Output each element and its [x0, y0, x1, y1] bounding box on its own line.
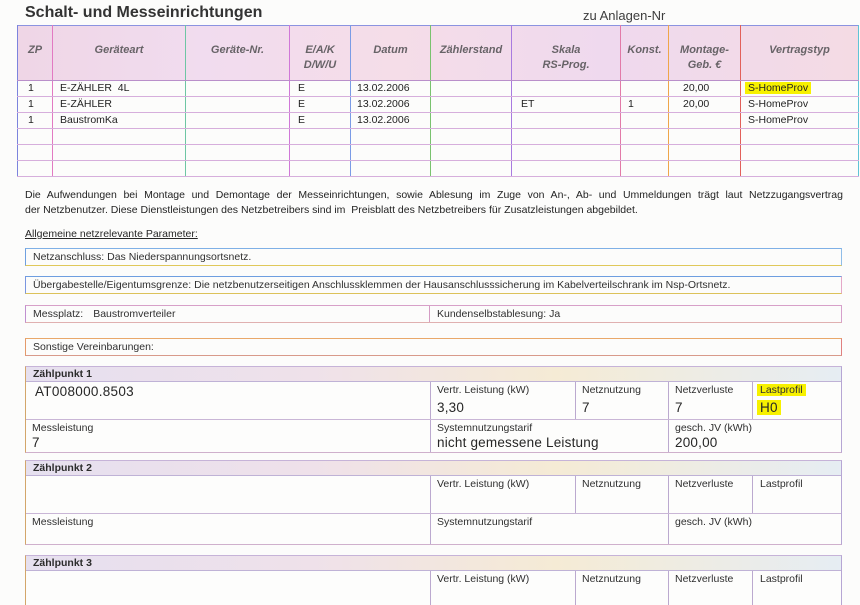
- vertragstyp-highlighted: S-HomeProv: [745, 82, 811, 94]
- systemnutzungstarif-label: Systemnutzungstarif: [437, 422, 533, 434]
- empty-cell: [18, 161, 53, 177]
- cell-vertragstyp: S-HomeProv: [741, 97, 859, 113]
- zaehlpunkt-title: Zählpunkt 2: [26, 461, 841, 476]
- empty-cell: [431, 145, 512, 161]
- empty-cell: [669, 129, 741, 145]
- netznutzung-cell: [576, 476, 669, 513]
- empty-cell: [669, 145, 741, 161]
- netzanschluss-label: Netzanschluss:: [33, 251, 105, 263]
- cell-skala: ET: [512, 97, 621, 113]
- empty-cell: [53, 145, 186, 161]
- cell-geraeteart: E-ZÄHLER 4L: [53, 81, 186, 97]
- header-skala-line1: Skala: [551, 44, 581, 56]
- empty-cell: [741, 145, 859, 161]
- table-row: [18, 81, 859, 97]
- page-title: Schalt- und Messeinrichtungen: [25, 4, 263, 21]
- devices-table: [17, 25, 859, 177]
- empty-cell: [290, 145, 351, 161]
- cell-eakdwu: E: [290, 113, 351, 129]
- cell-geraete-nr: [186, 97, 290, 113]
- lastprofil-value: H0: [757, 400, 781, 415]
- empty-cell: [186, 161, 290, 177]
- cell-geraeteart: BaustromKa: [53, 113, 186, 129]
- zaehlpunkt-1: [25, 366, 842, 453]
- cell-geraete-nr: [186, 81, 290, 97]
- zaehlpunkt-id: AT008000.8503: [35, 384, 134, 399]
- netzverluste-cell: [669, 571, 753, 605]
- cost-notice: [25, 188, 843, 218]
- cell-zp: 1: [18, 81, 53, 97]
- empty-cell: [512, 145, 621, 161]
- vertr-leistung-label: Vertr. Leistung (kW): [437, 478, 530, 490]
- empty-cell: [621, 161, 669, 177]
- lastprofil-cell: [753, 571, 841, 605]
- systemnutzungstarif-label: Systemnutzungstarif: [437, 516, 533, 528]
- systemnutzungstarif-cell: [431, 420, 669, 452]
- empty-cell: [351, 145, 431, 161]
- netzanschluss-value: Das Niederspannungsortsnetz.: [107, 251, 252, 263]
- cell-zp: 1: [18, 97, 53, 113]
- vertr-leistung-value: 3,30: [437, 400, 465, 415]
- sonstige-vereinbarungen-label: Sonstige Vereinbarungen:: [33, 341, 154, 353]
- cell-zaehlerstand: [431, 97, 512, 113]
- empty-cell: [621, 129, 669, 145]
- lastprofil-cell: [753, 382, 841, 419]
- netzverluste-label: Netzverluste: [675, 384, 734, 396]
- cell-datum: 13.02.2006: [351, 97, 431, 113]
- zaehlpunkt-title: Zählpunkt 1: [26, 367, 841, 382]
- cell-konst: 1: [621, 97, 669, 113]
- cell-geraeteart: E-ZÄHLER: [53, 97, 186, 113]
- header-konst: Konst.: [621, 26, 669, 81]
- empty-cell: [290, 161, 351, 177]
- cell-vertragstyp: S-HomeProv: [741, 113, 859, 129]
- netznutzung-label: Netznutzung: [582, 478, 641, 490]
- anlagen-nr-label: zu Anlagen-Nr: [583, 8, 666, 23]
- table-row-empty: [18, 161, 859, 177]
- netzverluste-label: Netzverluste: [675, 478, 734, 490]
- cell-montage-geb: 20,00: [669, 97, 741, 113]
- kundenselbstablesung-value: Ja: [549, 308, 561, 320]
- header-skala: [512, 26, 621, 81]
- netznutzung-label: Netznutzung: [582, 573, 641, 585]
- vertr-leistung-cell: [431, 476, 576, 513]
- kundenselbstablesung-label: Kundenselbstablesung:: [437, 308, 547, 320]
- header-eakdwu-line1: E/A/K: [305, 44, 335, 56]
- cell-konst: [621, 113, 669, 129]
- table-row-empty: [18, 145, 859, 161]
- cell-datum: 13.02.2006: [351, 113, 431, 129]
- lastprofil-label-wrap: [757, 383, 841, 397]
- empty-cell: [186, 145, 290, 161]
- header-datum: Datum: [351, 26, 431, 81]
- uebergabestelle-label: Übergabestelle/Eigentumsgrenze:: [33, 279, 192, 291]
- header-montage-geb-line2: Geb. €: [687, 59, 722, 71]
- systemnutzungstarif-cell: [431, 514, 669, 544]
- empty-cell: [351, 161, 431, 177]
- empty-cell: [741, 129, 859, 145]
- cell-zaehlerstand: [431, 113, 512, 129]
- table-row: [18, 97, 859, 113]
- empty-cell: [53, 129, 186, 145]
- uebergabestelle-value: Die netzbenutzerseitigen Anschlussklemmen der Hausanschlusssicherung im Kabelverteilschrank im Nsp-Ortsnetz.: [194, 279, 731, 291]
- netznutzung-value: 7: [582, 400, 590, 415]
- cell-montage-geb: 20,00: [669, 81, 741, 97]
- zaehlpunkt-3: [25, 555, 842, 605]
- empty-cell: [351, 129, 431, 145]
- cell-geraete-nr: [186, 113, 290, 129]
- netznutzung-cell: [576, 571, 669, 605]
- zaehlpunkt-row-top: [26, 571, 841, 605]
- lastprofil-cell: [753, 476, 841, 513]
- cell-eakdwu: E: [290, 81, 351, 97]
- lastprofil-label: Lastprofil: [757, 384, 806, 396]
- systemnutzungstarif-value: nicht gemessene Leistung: [437, 435, 599, 450]
- netznutzung-label: Netznutzung: [582, 384, 641, 396]
- empty-cell: [290, 129, 351, 145]
- header-skala-line2: RS-Prog.: [542, 59, 590, 71]
- messleistung-label: Messleistung: [32, 422, 94, 434]
- zaehlpunkt-id-cell: [26, 382, 431, 419]
- cost-notice-line1: Die Aufwendungen bei Montage und Demontage der Messeinrichtungen, sowie Ablesung im Zuge von An-, Ab- und Ummeldungen trägt laut Netzzugangsvertrag: [25, 189, 843, 201]
- zaehlpunkt-row-top: [26, 382, 841, 420]
- cost-notice-line2: der Netzbenutzer. Diese Dienstleistungen des Netzbetreibers sind im Preisblatt des Netzbetreibers für Zusatzleistungen abgebildet.: [25, 204, 638, 216]
- empty-cell: [621, 145, 669, 161]
- header-eakdwu-line2: D/W/U: [303, 59, 337, 71]
- zaehlpunkt-2: [25, 460, 842, 545]
- cell-zaehlerstand: [431, 81, 512, 97]
- netznutzung-cell: [576, 382, 669, 419]
- messleistung-cell: [26, 420, 431, 452]
- header-montage-geb-line1: Montage-: [680, 44, 729, 56]
- messleistung-value: 7: [32, 435, 40, 450]
- cell-vertragstyp: [741, 81, 859, 97]
- header-eakdwu: [290, 26, 351, 81]
- header-zaehlerstand: Zählerstand: [431, 26, 512, 81]
- header-zp: ZP: [18, 26, 53, 81]
- header-geraete-nr: Geräte-Nr.: [186, 26, 290, 81]
- uebergabestelle-box: [25, 276, 842, 294]
- netzanschluss-box: [25, 248, 842, 266]
- cell-konst: [621, 81, 669, 97]
- header-montage-geb: [669, 26, 741, 81]
- gesch-jv-value: 200,00: [675, 435, 718, 450]
- gesch-jv-cell: [669, 420, 841, 452]
- params-heading: Allgemeine netzrelevante Parameter:: [25, 228, 198, 240]
- empty-cell: [53, 161, 186, 177]
- empty-cell: [741, 161, 859, 177]
- messplatz-box: [25, 305, 842, 323]
- table-row-empty: [18, 129, 859, 145]
- netzverluste-cell: [669, 382, 753, 419]
- cell-skala: [512, 113, 621, 129]
- empty-cell: [18, 129, 53, 145]
- messplatz-cell: [26, 306, 430, 322]
- lastprofil-label: Lastprofil: [760, 573, 803, 585]
- sonstige-vereinbarungen-box: [25, 338, 842, 356]
- zaehlpunkt-id-cell: [26, 571, 431, 605]
- cell-datum: 13.02.2006: [351, 81, 431, 97]
- table-header-row: [18, 26, 859, 81]
- cell-skala: [512, 81, 621, 97]
- zaehlpunkt-row-bottom: [26, 420, 841, 452]
- table-row: [18, 113, 859, 129]
- vertr-leistung-cell: [431, 571, 576, 605]
- vertr-leistung-cell: [431, 382, 576, 419]
- messplatz-label: Messplatz:: [33, 308, 84, 320]
- empty-cell: [512, 129, 621, 145]
- empty-cell: [186, 129, 290, 145]
- zaehlpunkt-title: Zählpunkt 3: [26, 556, 841, 571]
- gesch-jv-cell: [669, 514, 841, 544]
- messplatz-value: Baustromverteiler: [93, 308, 176, 320]
- lastprofil-label: Lastprofil: [760, 478, 803, 490]
- cell-zp: 1: [18, 113, 53, 129]
- gesch-jv-label: gesch. JV (kWh): [675, 422, 753, 434]
- empty-cell: [431, 129, 512, 145]
- empty-cell: [431, 161, 512, 177]
- header-vertragstyp: Vertragstyp: [741, 26, 859, 81]
- zaehlpunkt-row-bottom: [26, 514, 841, 544]
- zaehlpunkt-id-cell: [26, 476, 431, 513]
- empty-cell: [18, 145, 53, 161]
- cell-eakdwu: E: [290, 97, 351, 113]
- header-geraeteart: Geräteart: [53, 26, 186, 81]
- zaehlpunkt-row-top: [26, 476, 841, 514]
- netzverluste-cell: [669, 476, 753, 513]
- kundenselbstablesung-cell: [430, 306, 841, 322]
- gesch-jv-label: gesch. JV (kWh): [675, 516, 753, 528]
- netzverluste-label: Netzverluste: [675, 573, 734, 585]
- vertr-leistung-label: Vertr. Leistung (kW): [437, 573, 530, 585]
- messleistung-cell: [26, 514, 431, 544]
- cell-montage-geb: [669, 113, 741, 129]
- vertr-leistung-label: Vertr. Leistung (kW): [437, 384, 530, 396]
- lastprofil-value-wrap: [757, 400, 841, 416]
- messleistung-label: Messleistung: [32, 516, 94, 528]
- empty-cell: [512, 161, 621, 177]
- netzverluste-value: 7: [675, 400, 683, 415]
- empty-cell: [669, 161, 741, 177]
